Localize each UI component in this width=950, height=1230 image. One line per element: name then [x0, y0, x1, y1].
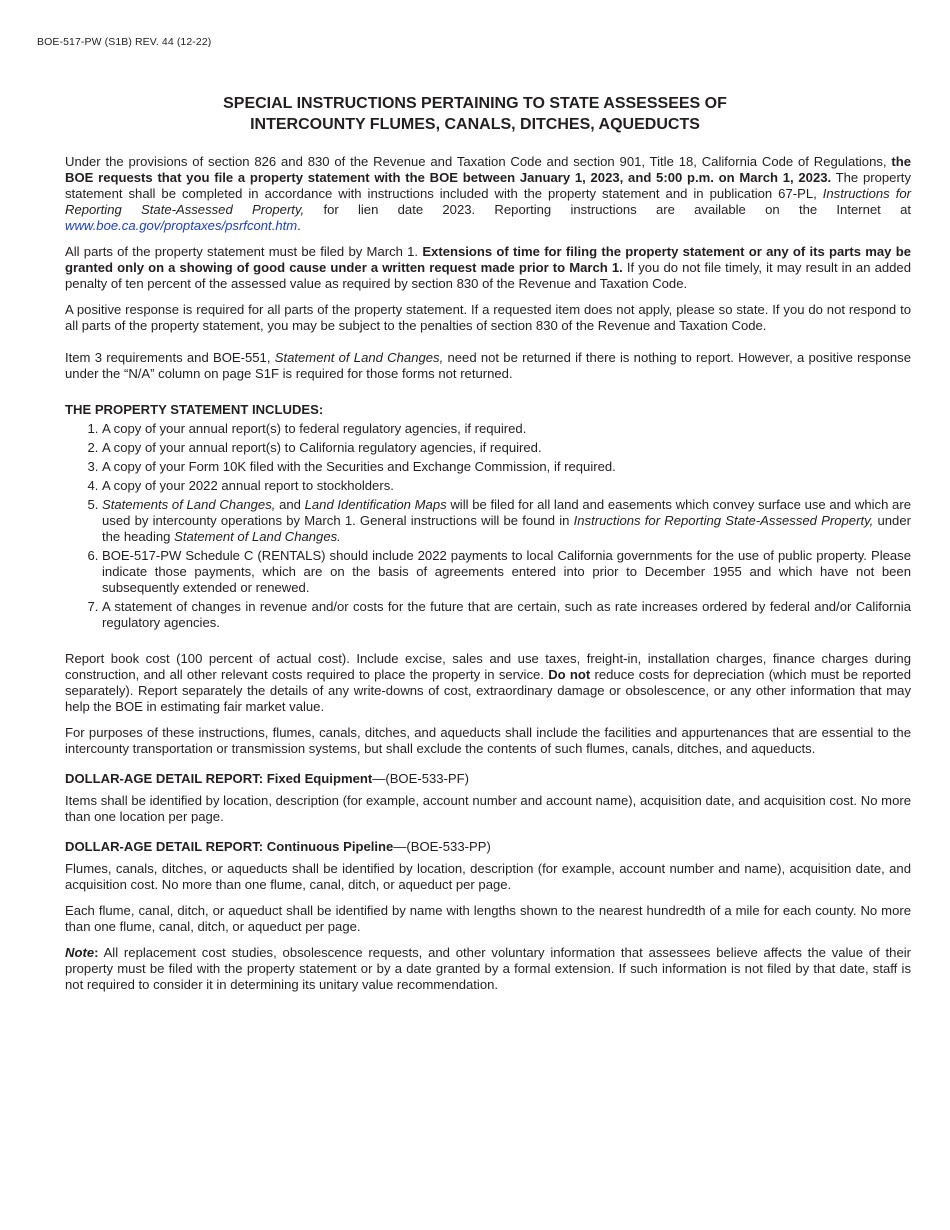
list-item: 4. A copy of your 2022 annual report to stockholders. — [102, 478, 911, 494]
p2-text-a: All parts of the property statement must be filed by March 1. — [65, 244, 423, 259]
pipeline-text-2: Each flume, canal, ditch, or aqueduct shall be identified by name with lengths shown to the nearest hundredth of a mile for each county. No more than one flume, canal, ditch, or aqueduct per page. — [65, 903, 911, 934]
list-item: 7. A statement of changes in revenue and/or costs for the future that are certain, such as rate increases ordered by federal and/or California regulatory agencies. — [102, 599, 911, 631]
p4-text-c: need not be returned if there is nothing to report. However, a positive response under the “N/A” column on page S1F is required for those forms not returned. — [65, 350, 911, 381]
i5-b: and — [275, 497, 305, 512]
i5-d: will be filed for all land and easements which convey surface use and which are used by intercounty operations by March 1. General instructions will be found in — [102, 497, 911, 528]
paragraph-extensions — [65, 244, 911, 292]
fixed-equipment-heading — [65, 771, 911, 787]
list-item: 3. A copy of your Form 10K filed with the Securities and Exchange Commission, if required. — [102, 459, 911, 475]
p2-text-c: If you do not file timely, it may result in an added penalty of ten percent of the assessed value as required by section 830 of the Revenue and Taxation Code. — [65, 260, 911, 291]
note-colon: : — [94, 945, 99, 960]
i5-c: Land Identification Maps — [304, 497, 447, 512]
p1-bold: the BOE requests that you file a property statement with the BOE between January 1, 2023, and 5:00 p.m. on March 1, 2023. — [65, 154, 911, 185]
p1-period: . — [297, 218, 301, 233]
includes-list — [65, 421, 911, 631]
p4-text-a: Item 3 requirements and BOE-551, — [65, 350, 275, 365]
form-identifier: BOE-517-PW (S1B) REV. 44 (12-22) — [37, 36, 212, 48]
p4-form-title: Statement of Land Changes, — [274, 350, 444, 365]
i5-e: Instructions for Reporting State-Assessed Property, — [573, 513, 874, 528]
p5-bold: Do not — [548, 667, 591, 682]
title-line-2: INTERCOUNTY FLUMES, CANALS, DITCHES, AQUEDUCTS — [250, 116, 700, 133]
fixed-heading-text: DOLLAR-AGE DETAIL REPORT: Fixed Equipment — [65, 771, 373, 786]
boe-website-link[interactable]: www.boe.ca.gov/proptaxes/psrfcont.htm — [65, 218, 298, 233]
title-line-1: SPECIAL INSTRUCTIONS PERTAINING TO STATE ASSESSEES OF — [223, 95, 727, 112]
p1-text-e: for lien date 2023. Reporting instructions are available on the Internet at — [304, 202, 912, 217]
pipeline-text-1: Flumes, canals, ditches, or aqueducts shall be identified by location, description (for example, account number and name), acquisition date, and acquisition cost. No more than one flume, canal, ditch, or aqueduct per page. — [65, 861, 911, 892]
i5-a: Statements of Land Changes, — [102, 497, 276, 512]
i5-g: Statement of Land Changes. — [174, 529, 341, 544]
p5-text-c: reduce costs for depreciation (which must be reported separately). Report separately the details of any write-downs of cost, extraordinary damage or obsolescence, or any other information that may help the BOE in estimating fair market value. — [65, 667, 911, 714]
list-item: 1. A copy of your annual report(s) to federal regulatory agencies, if required. — [102, 421, 911, 437]
i5-f: under the heading — [102, 513, 911, 544]
document-body — [65, 154, 911, 1003]
p5-text-a: Report book cost (100 percent of actual cost). Include excise, sales and use taxes, freight-in, installation charges, finance charges during construction, and all other relevant costs required to place the property in service. — [65, 651, 911, 682]
paragraph-definitions: For purposes of these instructions, flumes, canals, ditches, and aqueducts shall include the facilities and appurtenances that are essential to the intercounty transportation or transmission systems, but shall exclude the contents of such flumes, canals, ditches, and aqueducts. — [65, 725, 911, 756]
p1-publication-title: Instructions for Reporting State-Assessed Property, — [65, 186, 911, 217]
page-title — [0, 93, 950, 135]
note-label: Note — [65, 945, 95, 960]
paragraph-book-cost — [65, 651, 911, 715]
includes-heading: THE PROPERTY STATEMENT INCLUDES: — [65, 402, 324, 417]
pipeline-form-code: —(BOE-533-PP) — [393, 839, 491, 854]
list-item: 2. A copy of your annual report(s) to California regulatory agencies, if required. — [102, 440, 911, 456]
p2-bold: Extensions of time for filing the property statement or any of its parts may be granted only on a showing of good cause under a written request made prior to March 1. — [65, 244, 911, 275]
fixed-form-code: —(BOE-533-PF) — [372, 771, 469, 786]
pipeline-heading-text: DOLLAR-AGE DETAIL REPORT: Continuous Pipeline — [65, 839, 394, 854]
note-paragraph — [65, 945, 911, 993]
paragraph-item-3 — [65, 350, 911, 382]
note-text: All replacement cost studies, obsolescence requests, and other voluntary information that assessees believe affects the value of their property must be filed with the property statement or by a date granted by a formal extension. If such information is not filed by that date, staff is not required to consider it in determining its unitary value recommendation. — [65, 945, 911, 992]
fixed-equipment-text: Items shall be identified by location, description (for example, account number and account name), acquisition date, and acquisition cost. No more than one location per page. — [65, 793, 911, 824]
list-item — [102, 497, 911, 545]
p1-text-a: Under the provisions of section 826 and 830 of the Revenue and Taxation Code and section 901, Title 18, California Code of Regulations, — [65, 154, 892, 169]
paragraph-filing-requirement — [65, 154, 911, 234]
pipeline-heading — [65, 839, 911, 855]
paragraph-positive-response: A positive response is required for all parts of the property statement. If a requested item does not apply, please so state. If you do not respond to all parts of the property statement, you may be subject to the penalties of section 830 of the Revenue and Taxation Code. — [65, 302, 911, 333]
p1-text-c: The property statement shall be completed in accordance with instructions included with the property statement and in publication 67-PL, — [65, 170, 911, 201]
list-item: 6. BOE-517-PW Schedule C (RENTALS) should include 2022 payments to local California governments for the use of public property. Please indicate those payments, which are on the basis of agreements entered into prior to December 1955 and which have not been subsequently extended or renewed. — [102, 548, 911, 596]
